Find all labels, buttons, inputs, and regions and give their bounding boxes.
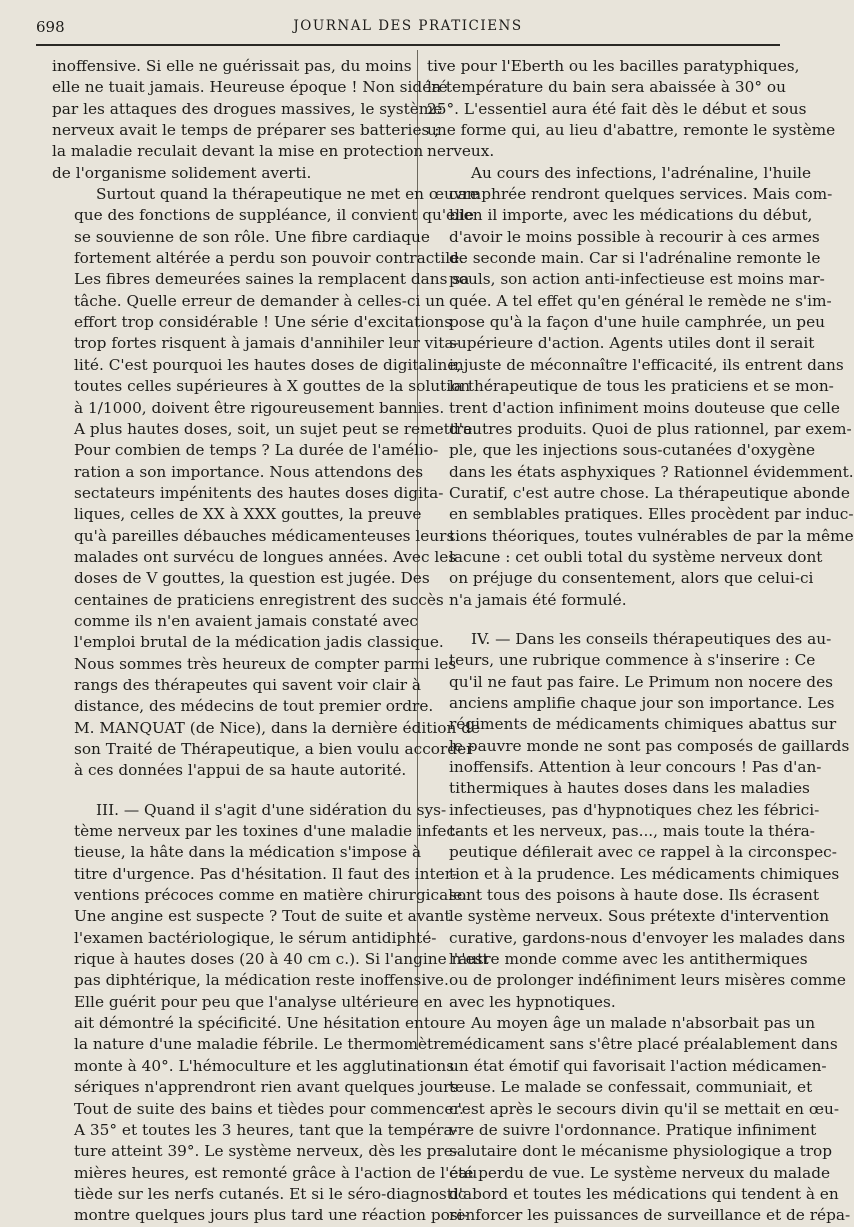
text-line: tions théoriques, toutes vulnérables de par la même bbox=[449, 526, 854, 545]
text-line: renforcer les puissances de surveillance et de répa- bbox=[449, 1206, 851, 1225]
text-line: titre d'urgence. Pas d'hésitation. Il faut des inter- bbox=[74, 864, 458, 883]
text-line: mières heures, est remonté grâce à l'action de l'eau bbox=[74, 1163, 478, 1182]
paragraph bbox=[52, 56, 448, 184]
text-line: l'examen bactériologique, le sérum antidiphté- bbox=[74, 928, 437, 947]
text-line: tion et à la prudence. Les médicaments chimiques bbox=[449, 864, 840, 883]
text-line: médicament sans s'être placé préalablement dans bbox=[449, 1035, 838, 1054]
text-line: à 1/1000, doivent être rigoureusement bannies. bbox=[74, 398, 445, 417]
text-line: trent d'action infiniment moins douteuse que celle bbox=[449, 398, 840, 417]
text-line: pouls, son action anti-infectieuse est moins mar- bbox=[449, 270, 825, 289]
text-line: pose qu'à la façon d'une huile camphrée, un peu bbox=[449, 313, 826, 332]
left-column bbox=[52, 56, 489, 1227]
paragraph bbox=[427, 1013, 851, 1226]
text-line: teuse. Le malade se confessait, communiait, et bbox=[449, 1078, 813, 1097]
text-line: Pour combien de temps ? La durée de l'amélio- bbox=[74, 441, 439, 460]
text-line: trop fortes risquent à jamais d'annihiler leur vita- bbox=[74, 334, 459, 353]
text-line: ait démontré la spécificité. Une hésitation entoure bbox=[74, 1014, 466, 1033]
text-line: curative, gardons-nous d'envoyer les malades dans bbox=[449, 928, 846, 947]
text-line: Au cours des infections, l'adrénaline, l'huile bbox=[471, 163, 812, 182]
text-line: ration a son importance. Nous attendons des bbox=[74, 462, 424, 481]
text-line: la maladie reculait devant la mise en protection bbox=[52, 142, 424, 161]
text-line: centaines de praticiens enregistrent des succès bbox=[74, 590, 444, 609]
text-line: quée. A tel effet qu'en général le remède ne s'im- bbox=[449, 291, 832, 310]
text-line: sectateurs impénitents des hautes doses digita- bbox=[74, 483, 444, 502]
text-line: tithermiques à hautes doses dans les maladies bbox=[449, 779, 810, 798]
text-line: en semblables pratiques. Elles procèdent par induc- bbox=[449, 505, 854, 524]
text-line: fortement altérée a perdu son pouvoir contractile. bbox=[74, 249, 465, 268]
text-line: vre de suivre l'ordonnance. Pratique infiniment bbox=[449, 1120, 817, 1139]
text-line: d'abord et toutes les médications qui tendent à en bbox=[449, 1184, 839, 1203]
text-line: tive pour l'Eberth ou les bacilles paratyphiques, bbox=[427, 57, 800, 75]
text-line: se souvienne de son rôle. Une fibre cardiaque bbox=[74, 227, 430, 246]
text-line: à ces données l'appui de sa haute autorité. bbox=[74, 761, 407, 780]
text-line: malades ont survécu de longues années. Avec les bbox=[74, 547, 457, 566]
text-line: sont tous des poisons à haute dose. Ils écrasent bbox=[449, 886, 820, 905]
text-line: avec les hypnotiques. bbox=[449, 992, 616, 1011]
text-line: ture atteint 39°. Le système nerveux, dès les pre- bbox=[74, 1142, 458, 1161]
text-line: doses de V gouttes, la question est jugée. Des bbox=[74, 569, 430, 588]
right-column bbox=[427, 56, 854, 1227]
page-header bbox=[36, 14, 780, 40]
text-line: le système nerveux. Sous prétexte d'intervention bbox=[449, 907, 830, 926]
text-line: teurs, une rubrique commence à s'inserire : Ce bbox=[449, 651, 816, 670]
text-line: que des fonctions de suppléance, il convient qu'elle bbox=[74, 206, 474, 225]
text-line: injuste de méconnaître l'efficacité, ils entrent dans bbox=[449, 355, 844, 374]
paragraph bbox=[427, 163, 854, 611]
text-line: M. MANQUAT (de Nice), dans la dernière édition de bbox=[74, 718, 481, 737]
text-line: Nous sommes très heureux de compter parmi les bbox=[74, 654, 457, 673]
text-line: rique à hautes doses (20 à 40 cm c.). Si l'angine n'est bbox=[74, 950, 489, 969]
text-line: d'avoir le moins possible à recourir à ces armes bbox=[449, 227, 820, 246]
text-line: Curatif, c'est autre chose. La thérapeutique abonde bbox=[449, 483, 850, 502]
text-line: tieuse, la hâte dans la médication s'impose à bbox=[74, 843, 422, 862]
running-title: JOURNAL DES PRATICIENS bbox=[293, 18, 523, 34]
text-line: lacune : cet oubli total du système nerveux dont bbox=[449, 547, 823, 566]
text-line: Elle guérit pour peu que l'analyse ultérieure en bbox=[74, 992, 443, 1011]
text-line: lité. C'est pourquoi les hautes doses de digitaline, bbox=[74, 355, 462, 374]
text-line: rangs des thérapeutes qui savent voir clair à bbox=[74, 675, 422, 694]
text-line: sériques n'apprendront rien avant quelques jours. bbox=[74, 1078, 464, 1097]
text-line: de l'organisme solidement averti. bbox=[52, 163, 312, 182]
text-line: Les fibres demeurées saines la remplacent dans sa bbox=[74, 270, 470, 289]
text-line: monte à 40°. L'hémoculture et les agglutinations bbox=[74, 1056, 455, 1075]
text-line: ou de prolonger indéfiniment leurs misères comme bbox=[449, 971, 846, 990]
text-line: le pauvre monde ne sont pas composés de gaillards bbox=[449, 736, 850, 755]
text-line: tâche. Quelle erreur de demander à celles-ci un bbox=[74, 291, 445, 310]
text-line: Tout de suite des bains et tièdes pour commencer. bbox=[74, 1099, 464, 1118]
text-line: camphrée rendront quelques services. Mais com- bbox=[449, 185, 833, 204]
text-line: distance, des médecins de tout premier ordre. bbox=[74, 697, 434, 716]
text-line: Une angine est suspecte ? Tout de suite et avant bbox=[74, 907, 451, 926]
text-line: comme ils n'en avaient jamais constaté avec bbox=[74, 611, 418, 630]
text-line: anciens amplifie chaque jour son importance. Les bbox=[449, 693, 835, 712]
text-line: on préjuge du consentement, alors que celui-ci bbox=[449, 569, 814, 588]
page-number: 698 bbox=[36, 18, 65, 36]
text-line: la nature d'une maladie fébrile. Le thermomètre bbox=[74, 1035, 450, 1054]
text-line: III. — Quand il s'agit d'une sidération du sys- bbox=[96, 800, 447, 819]
text-line: la thérapeutique de tous les praticiens et se mon- bbox=[449, 377, 834, 396]
text-line: nerveux avait le temps de préparer ses batteries ; bbox=[52, 121, 440, 140]
text-line: d'autres produits. Quoi de plus rationnel, par exem- bbox=[449, 419, 852, 438]
paragraph bbox=[427, 629, 850, 1013]
text-line: tème nerveux par les toxines d'une maladie infec- bbox=[74, 822, 461, 841]
text-line: par les attaques des drogues massives, le système bbox=[52, 99, 443, 118]
text-line: inoffensifs. Attention à leur concours ! Pas d'an- bbox=[449, 758, 822, 776]
paragraph bbox=[427, 56, 836, 163]
text-line: supérieure d'action. Agents utiles dont il serait bbox=[449, 334, 815, 353]
text-line: c'est après le secours divin qu'il se mettait en œu- bbox=[449, 1099, 840, 1118]
text-line: montre quelques jours plus tard une réaction posi- bbox=[74, 1206, 468, 1225]
text-line: été perdu de vue. Le système nerveux du malade bbox=[449, 1163, 831, 1182]
text-line: qu'à pareilles débauches médicamenteuses leurs bbox=[74, 526, 455, 545]
text-line: A 35° et toutes les 3 heures, tant que la tempéra- bbox=[74, 1120, 458, 1139]
text-line: IV. — Dans les conseils thérapeutiques des au- bbox=[471, 629, 832, 648]
text-line: un état émotif qui favorisait l'action médicamen- bbox=[449, 1056, 827, 1075]
text-line: une forme qui, au lieu d'abattre, remonte le système bbox=[427, 121, 836, 140]
text-line: ventions précoces comme en matière chirurgicale. bbox=[74, 886, 468, 905]
text-line: Au moyen âge un malade n'absorbait pas un bbox=[471, 1014, 816, 1033]
text-line: effort trop considérable ! Une série d'excitations bbox=[74, 313, 453, 332]
text-line: inoffensive. Si elle ne guérissait pas, du moins bbox=[52, 57, 412, 75]
text-line: n'a jamais été formulé. bbox=[449, 590, 627, 609]
text-line: peutique défilerait avec ce rappel à la circonspec- bbox=[449, 843, 837, 862]
text-line: salutaire dont le mécanisme physiologique a trop bbox=[449, 1142, 833, 1161]
text-line: toutes celles supérieures à X gouttes de la solution bbox=[74, 377, 471, 396]
text-line: tants et les nerveux, pas..., mais toute la théra- bbox=[449, 822, 815, 841]
paragraph bbox=[52, 800, 489, 1227]
header-rule bbox=[36, 44, 780, 46]
text-line: liques, celles de XX à XXX gouttes, la preuve bbox=[74, 505, 422, 524]
text-line: 25°. L'essentiel aura été fait dès le début et sous bbox=[427, 99, 807, 118]
text-line: pas diphtérique, la médication reste inoffensive. bbox=[74, 971, 449, 990]
text-line: elle ne tuait jamais. Heureuse époque ! Non sidéré bbox=[52, 78, 448, 97]
text-line: ple, que les injections sous-cutanées d'oxygène bbox=[449, 441, 816, 460]
text-line: régiments de médicaments chimiques abattus sur bbox=[449, 715, 837, 734]
text-line: nerveux. bbox=[427, 142, 495, 161]
text-line: l'autre monde comme avec les antithermiques bbox=[449, 950, 808, 969]
text-line: A plus hautes doses, soit, un sujet peut se remettre. bbox=[74, 419, 478, 438]
text-line: l'emploi brutal de la médication jadis classique. bbox=[74, 633, 444, 652]
text-line: de seconde main. Car si l'adrénaline remonte le bbox=[449, 249, 821, 268]
text-line: la température du bain sera abaissée à 30° ou bbox=[427, 78, 786, 97]
paragraph bbox=[52, 184, 481, 782]
text-line: qu'il ne faut pas faire. Le Primum non nocere des bbox=[449, 672, 833, 691]
text-line: tiède sur les nerfs cutanés. Et si le séro-diagnostic bbox=[74, 1184, 467, 1203]
text-line: dans les états asphyxiques ? Rationnel évidemment. bbox=[449, 462, 854, 481]
text-line: son Traité de Thérapeutique, a bien voulu accorder bbox=[74, 740, 474, 758]
text-line: bien il importe, avec les médications du début, bbox=[449, 206, 813, 225]
text-line: Surtout quand la thérapeutique ne met en œuvre bbox=[96, 185, 479, 204]
text-line: infectieuses, pas d'hypnotiques chez les fébrici- bbox=[449, 800, 820, 819]
